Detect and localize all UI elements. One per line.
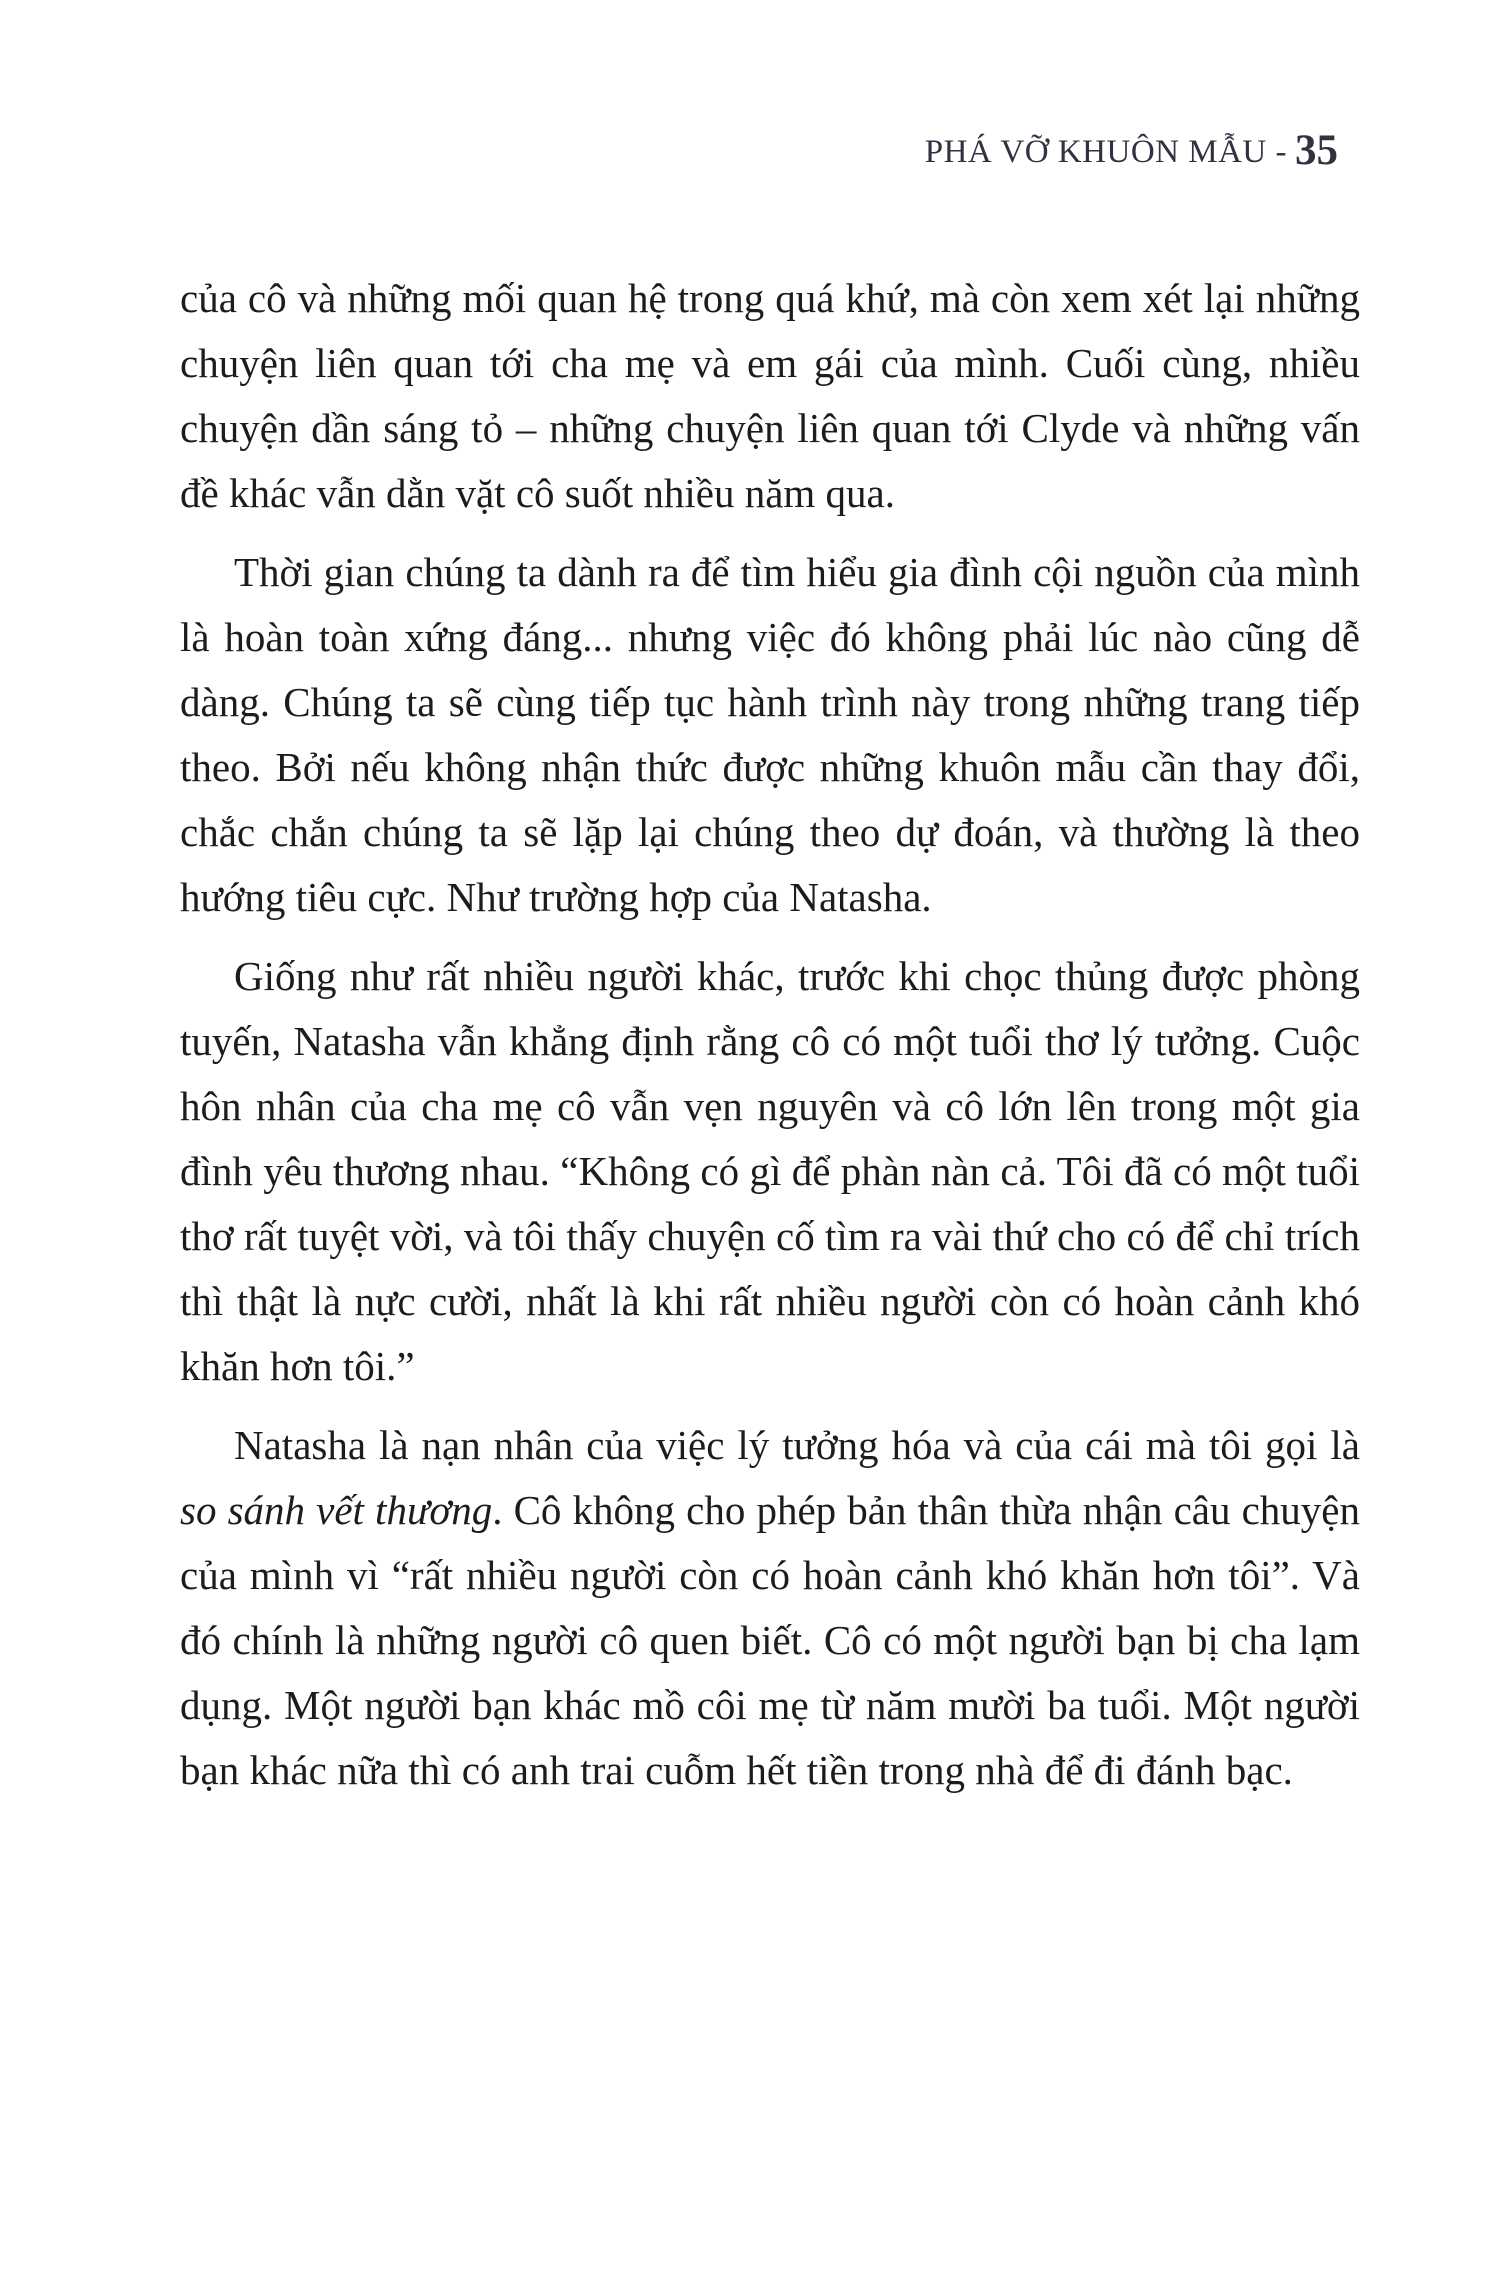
italic-phrase-wound-comparison: so sánh vết thương xyxy=(180,1487,493,1533)
paragraph-2: Thời gian chúng ta dành ra để tìm hiểu gia đình cội nguồn của mình là hoàn toàn xứng đáng... nhưng việc đó không phải lúc nào cũng dễ dàng. Chúng ta sẽ cùng tiếp tục hành trình này trong những trang tiếp theo. Bởi nếu không nhận thức được những khuôn mẫu cần thay đổi, chắc chắn chúng ta sẽ lặp lại chúng theo dự đoán, và thường là theo hướng tiêu cực. Như trường hợp của Natasha. xyxy=(180,549,1360,920)
page-number: 35 xyxy=(1295,127,1338,174)
body-text xyxy=(180,266,1360,1817)
paragraph-4-text-before: Natasha là nạn nhân của việc lý tưởng hóa và của cái mà tôi gọi là xyxy=(234,1422,1360,1468)
paragraph-4 xyxy=(180,1413,1360,1803)
paragraph-3: Giống như rất nhiều người khác, trước khi chọc thủng được phòng tuyến, Natasha vẫn khẳng định rằng cô có một tuổi thơ lý tưởng. Cuộc hôn nhân của cha mẹ cô vẫn vẹn nguyên và cô lớn lên trong một gia đình yêu thương nhau. “Không có gì để phàn nàn cả. Tôi đã có một tuổi thơ rất tuyệt vời, và tôi thấy chuyện cố tìm ra vài thứ cho có để chỉ trích thì thật là nực cười, nhất là khi rất nhiều người còn có hoàn cảnh khó khăn hơn tôi.” xyxy=(180,953,1360,1389)
running-header xyxy=(180,126,1338,175)
paragraph-4-text-after: . Cô không cho phép bản thân thừa nhận câu chuyện của mình vì “rất nhiều người còn có hoàn cảnh khó khăn hơn tôi”. Và đó chính là những người cô quen biết. Cô có một người bạn bị cha lạm dụng. Một người bạn khác mồ côi mẹ từ năm mười ba tuổi. Một người bạn khác nữa thì có anh trai cuỗm hết tiền trong nhà để đi đánh bạc. xyxy=(180,1487,1360,1793)
paragraph-1: của cô và những mối quan hệ trong quá khứ, mà còn xem xét lại những chuyện liên quan tới cha mẹ và em gái của mình. Cuối cùng, nhiều chuyện dần sáng tỏ – những chuyện liên quan tới Clyde và những vấn đề khác vẫn dằn vặt cô suốt nhiều năm qua. xyxy=(180,275,1360,516)
running-header-title: PHÁ VỠ KHUÔN MẪU - xyxy=(924,134,1287,170)
